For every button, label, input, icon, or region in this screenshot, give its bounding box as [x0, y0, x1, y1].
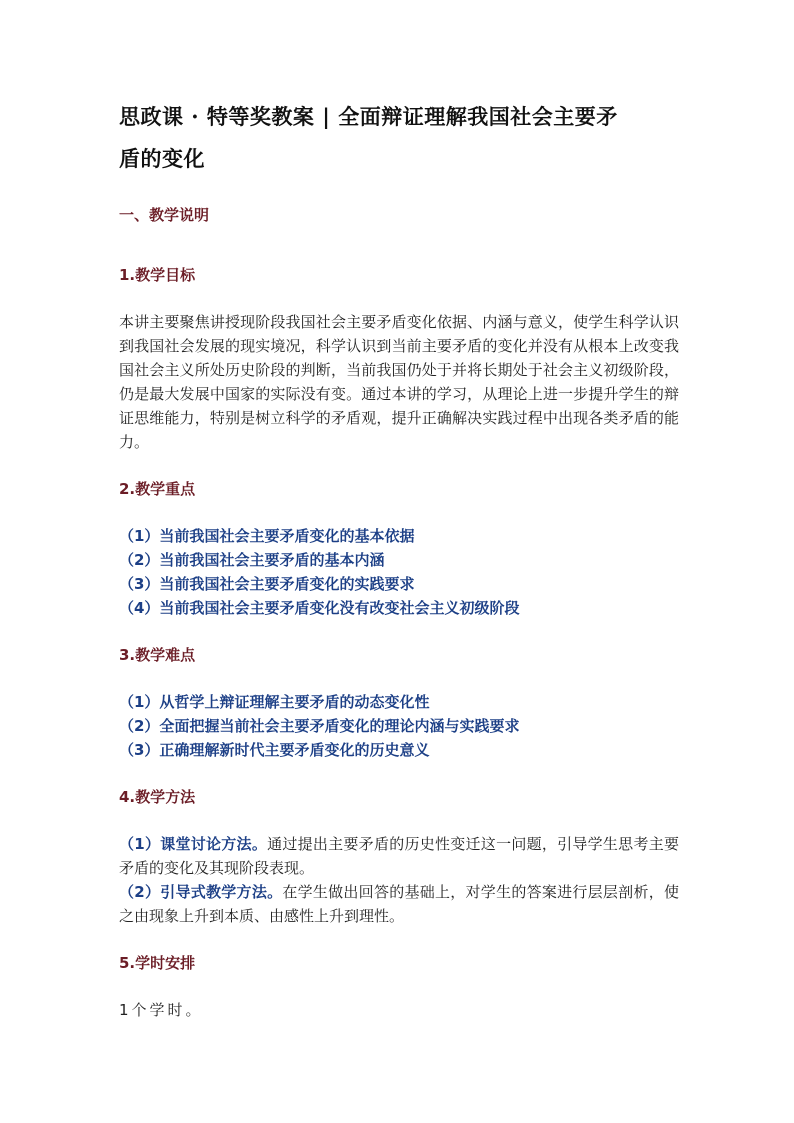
method-item: [119, 832, 679, 880]
methods-list: [119, 832, 679, 928]
title-line-2: 盾的变化: [119, 146, 205, 171]
list-item: （1）从哲学上辩证理解主要矛盾的动态变化性: [119, 693, 430, 711]
heading-key-points: 2.教学重点: [119, 480, 196, 498]
section-heading-teaching-notes: 一、教学说明: [119, 206, 210, 224]
method-lead: （1）课堂讨论方法。: [119, 835, 268, 853]
list-item: （4）当前我国社会主要矛盾变化没有改变社会主义初级阶段: [119, 599, 520, 617]
heading-teaching-goal: 1.教学目标: [119, 266, 196, 284]
difficulties-list: [119, 690, 679, 762]
list-item: （3）正确理解新时代主要矛盾变化的历史意义: [119, 741, 430, 759]
key-points-list: [119, 524, 679, 620]
list-item: （3）当前我国社会主要矛盾变化的实践要求: [119, 575, 415, 593]
method-text: 在学生做出回答的基础上，对学生的答案进行层层剖析，使之由现象上升到本质、由感性上升到理性。: [119, 883, 679, 925]
method-item: [119, 880, 679, 928]
method-text: 通过提出主要矛盾的历史性变迁这一问题，引导学生思考主要矛盾的变化及其现阶段表现。: [119, 835, 679, 877]
list-item: （1）当前我国社会主要矛盾变化的基本依据: [119, 527, 415, 545]
heading-difficulties: 3.教学难点: [119, 646, 196, 664]
title-line-1: 思政课 · 特等奖教案 | 全面辩证理解我国社会主要矛: [119, 104, 618, 129]
document-page: [119, 96, 679, 1022]
list-item: （2）全面把握当前社会主要矛盾变化的理论内涵与实践要求: [119, 717, 520, 735]
method-lead: （2）引导式教学方法。: [119, 883, 283, 901]
schedule-text: 1个学时。: [119, 1001, 204, 1019]
teaching-goal-text: 本讲主要聚焦讲授现阶段我国社会主要矛盾变化依据、内涵与意义，使学生科学认识到我国社会发展的现实境况，科学认识到当前主要矛盾的变化并没有从根本上改变我国社会主义所处历史阶段的判断，当前我国仍处于并将长期处于社会主义初级阶段，仍是最大发展中国家的实际没有变。通过本讲的学习，从理论上进一步提升学生的辩证思维能力，特别是树立科学的矛盾观，提升正确解决实践过程中出现各类矛盾的能力。: [119, 313, 679, 451]
document-title: [119, 96, 679, 180]
heading-methods: 4.教学方法: [119, 788, 196, 806]
list-item: （2）当前我国社会主要矛盾的基本内涵: [119, 551, 385, 569]
heading-schedule: 5.学时安排: [119, 954, 196, 972]
